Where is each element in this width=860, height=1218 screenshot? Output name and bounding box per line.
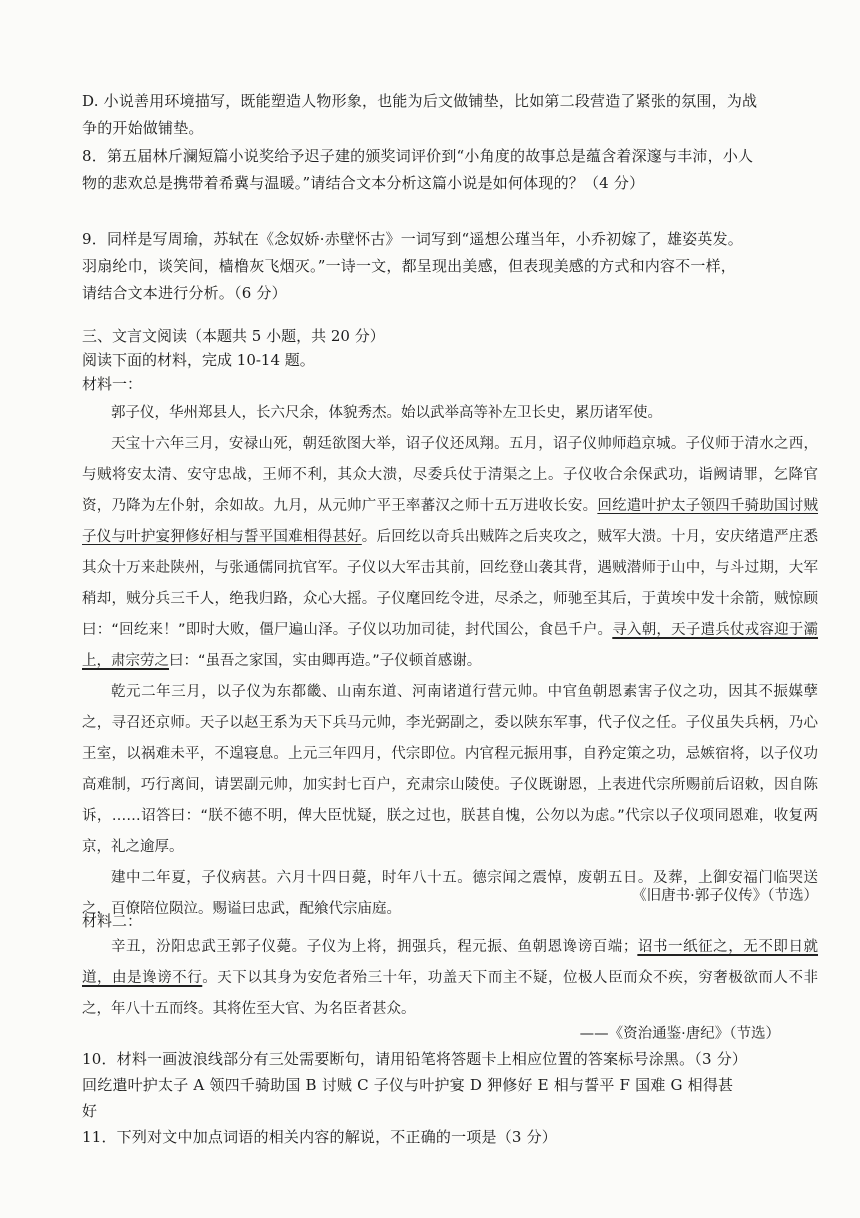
section-instruction: 阅读下面的材料，完成 10-14 题。 (82, 351, 315, 369)
question-11 (82, 1124, 822, 1151)
m1-paragraph-3: 乾元二年三月，以子仪为东都畿、山南东道、河南诸道行营元帅。中官鱼朝恩素害子仪之功，因其不振媒孽之，寻召还京师。天子以赵王系为天下兵马元帅，李光弼副之，委以陕东军事，代子仪之任。子仪虽失兵柄，乃心王室，以祸难未平，不遑寝息。上元三年四月，代宗即位。内官程元振用事，自矜定策之功，忌嫉宿将，以子仪功高难制，巧行离间，请罢副元帅，加实封七百户，充肃宗山陵使。子仪既谢恩，上表进代宗所赐前后诏敕，因自陈诉，……诏答曰：“朕不德不明，俾大臣忧疑，朕之过也，朕甚自愧，公勿以为虑。”代宗以子仪项同恩难，收复两京，礼之逾厚。 (82, 684, 818, 855)
material1-label: 材料一： (82, 375, 143, 393)
question-10 (82, 1046, 822, 1124)
m1-underlined-sentence: 寻入朝，天子遣兵仗戎容迎于灞上，肃宗劳之 (82, 622, 819, 669)
q9-line1: 9．同样是写周瑜，苏轼在《念奴娇·赤壁怀古》一词写到“遥想公瑾当年，小乔初嫁了，雄姿英发。 (82, 230, 743, 248)
q9-line2: 羽扇纶巾，谈笑间，樯橹灰飞烟灭。”一诗一文，都呈现出美感，但表现美感的方式和内容不一样， (82, 257, 736, 275)
q10-line1: 10．材料一画波浪线部分有三处需要断句，请用铅笔将答题卡上相应位置的答案标号涂黑。（3 分） (82, 1050, 748, 1068)
material-2-source: ——《资治通鉴·唐纪》（节选） (579, 1026, 780, 1042)
m1-paragraph-4: 建中二年夏，子仪病甚。六月十四日薨，时年八十五。德宗闻之震悼，废朝五日。及葬，上御安福门临哭送之，百僚陪位陨泣。赐谥曰忠武，配飨代宗庙庭。 (82, 870, 818, 917)
m2-paragraph (82, 932, 818, 1025)
option-d-line2: 争的开始做铺垫。 (82, 119, 204, 137)
m2-underlined-sentence: 诏书一纸征之，无不即日就道，由是谗谤不行 (82, 939, 819, 986)
m1-p2-part-b: 。后回纥以奇兵出贼阵之后夹攻之，贼军大溃。十月，安庆绪遣严庄悉其众十万来赴陕州，与张通儒同抗官军。子仪以大军击其前，回纥登山袭其背，遇贼潜师于山中，与斗过期，大军稍却，贼分兵三千人，绝我归路，众心大摇。子仪麾回纥令进，尽杀之，师驰至其后，于黄埃中发十余箭，贼惊顾曰：“回纥来！”即时大败，僵尸遍山泽。子仪以功加司徒，封代国公，食邑千户。 (82, 529, 818, 638)
section-title: 三、文言文阅读（本题共 5 小题，共 20 分） (82, 327, 385, 345)
material-2-passage (82, 932, 818, 1025)
option-d-line1: D. 小说善用环境描写，既能塑造人物形象，也能为后文做铺垫，比如第二段营造了紧张的氛围，为战 (82, 92, 758, 110)
m1-wavy-underlined-sentence: 回纥遣叶护太子领四千骑助国讨贼子仪与叶护宴狎修好相与誓平国难相得甚好 (82, 498, 819, 545)
section-3-header (82, 324, 822, 396)
m1-p2-part-c: 曰：“虽吾之家国，实由卿再造。”子仪顿首感谢。 (169, 653, 482, 669)
option-d (82, 88, 822, 142)
material-1-passage (82, 398, 818, 925)
q10-line2: 回纥遣叶护太子 A 领四千骑助国 B 讨贼 C 子仪与叶护宴 D 狎修好 E 相与誓平 F 国难 G 相得甚 (82, 1076, 734, 1094)
q8-line1: 8．第五届林斤澜短篇小说奖给予迟子建的颁奖词评价到“小角度的故事总是蕴含着深邃与丰沛，小人 (82, 147, 754, 165)
m2-part-a: 辛丑，汾阳忠武王郭子仪薨。子仪为上将，拥强兵，程元振、鱼朝恩谗谤百端； (111, 939, 638, 955)
m2-part-b: 。天下以其身为安危者殆三十年，功盖天下而主不疑，位极人臣而众不疾，穷奢极欲而人不非之，年八十五而终。其将佐至大官、为名臣者甚众。 (82, 970, 818, 1017)
q10-line3: 好 (82, 1102, 98, 1120)
m1-paragraph-1: 郭子仪，华州郑县人，长六尺余，体貌秀杰。始以武举高等补左卫长史，累历诸军使。 (111, 405, 662, 421)
q9-line3: 请结合文本进行分析。（6 分） (82, 284, 287, 302)
q8-line2: 物的悲欢总是携带着希冀与温暖。”请结合文本分析这篇小说是如何体现的？（4 分） (82, 174, 645, 192)
m1-p2-part-a: 天宝十六年三月，安禄山死，朝廷欲图大举，诏子仪还凤翔。五月，诏子仪帅师趋京城。子仪师于清水之西，与贼将安太清、安守忠战，王师不利，其众大溃，尽委兵仗于清渠之上。子仪收合余保武功，诣阙请罪，乞降官资，乃降为左仆射，余如故。九月，从元帅广平王率蕃汉之师十五万进收长安。 (82, 436, 818, 514)
question-9 (82, 226, 822, 307)
material-1-source: 《旧唐书·郭子仪传》（节选） (632, 888, 818, 904)
m1-paragraph-2 (82, 429, 818, 677)
material-2-label: 材料二： (82, 912, 143, 930)
question-8 (82, 143, 822, 197)
q11-line1: 11．下列对文中加点词语的相关内容的解说，不正确的一项是（3 分） (82, 1128, 558, 1146)
